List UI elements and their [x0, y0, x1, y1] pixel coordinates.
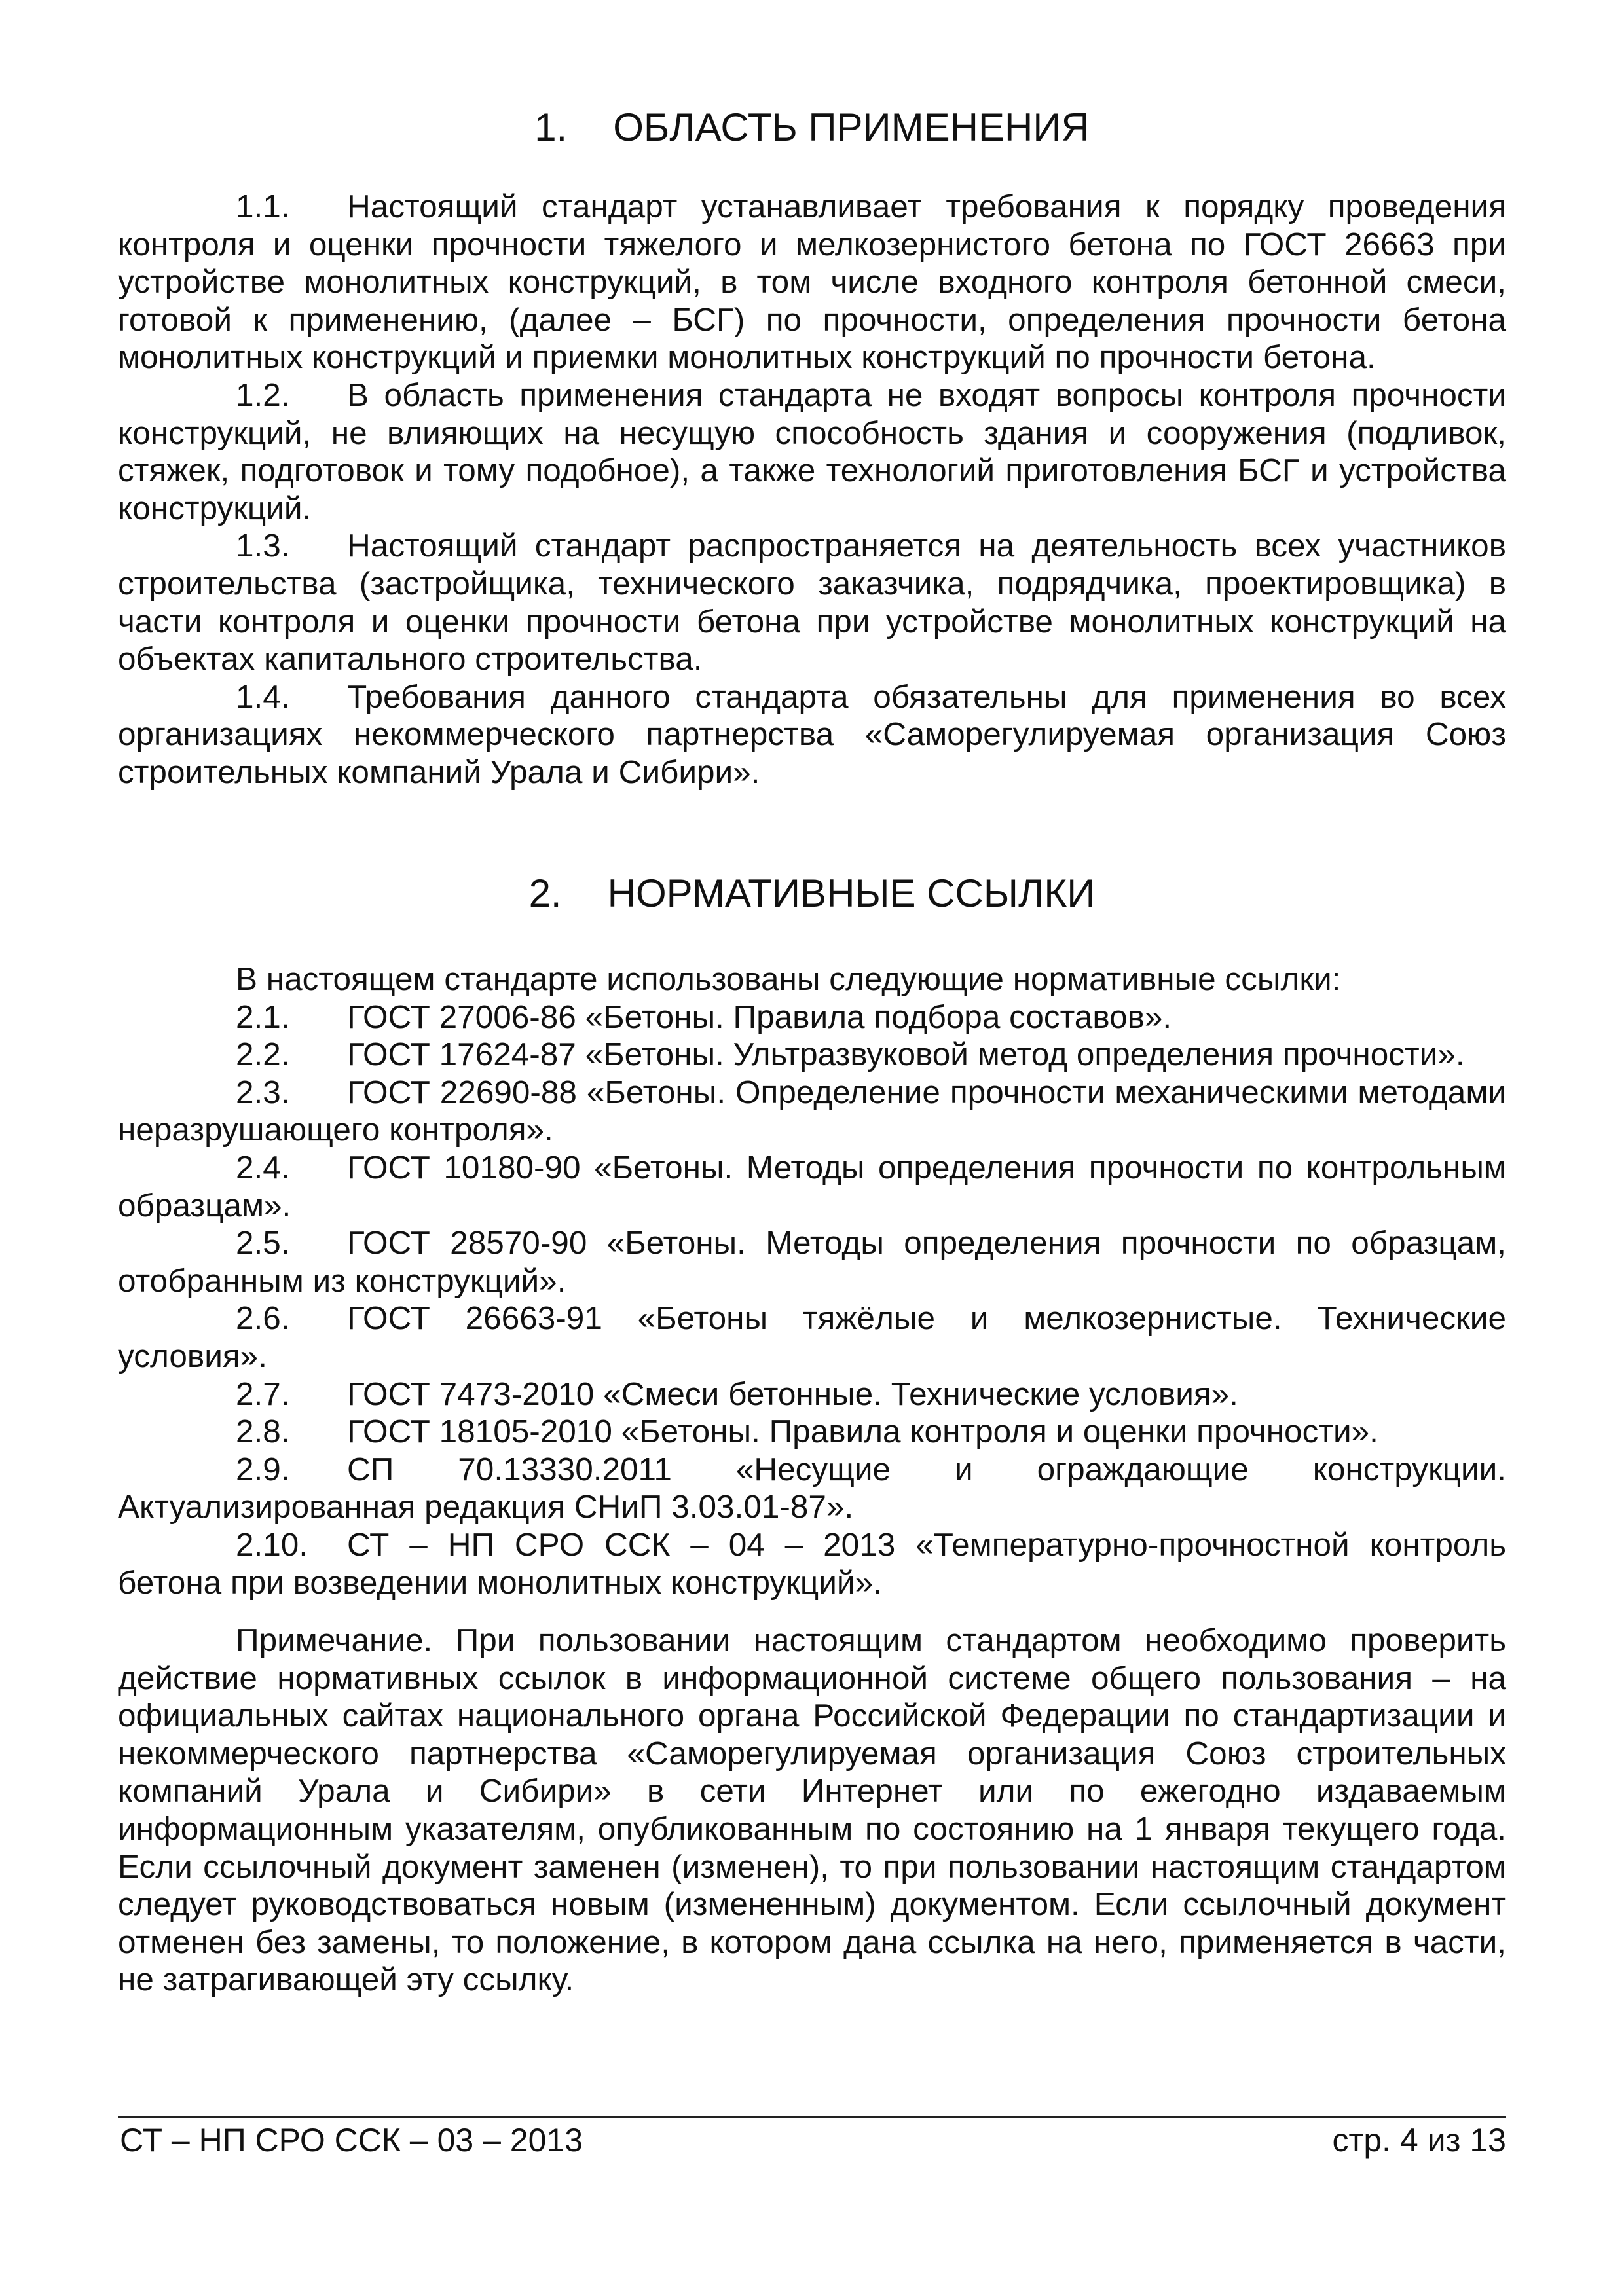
reference-number: 2.10. — [236, 1526, 308, 1563]
footer-divider — [118, 2116, 1506, 2118]
reference-text: ГОСТ 26663-91 «Бетоны тяжёлые и мелкозернистые. Технические условия». — [118, 1300, 1506, 1374]
section-2-heading — [118, 871, 1506, 917]
paragraph-number: 1.2. — [236, 376, 290, 413]
paragraph-number: 1.1. — [236, 189, 290, 225]
reference-item-2-3 — [118, 1074, 1506, 1149]
paragraph-text: В область применения стандарта не входят вопросы контроля прочности конструкций, не влияющих на несущую способность здания и сооружения (подливок, стяжек, подготовок и тому подобное), а также технологий приготовления БСГ и устройства конструкций. — [118, 376, 1506, 526]
paragraph-number: 1.3. — [236, 528, 290, 564]
reference-item-2-5 — [118, 1224, 1506, 1300]
reference-number: 2.8. — [236, 1413, 290, 1450]
paragraph-1-2 — [118, 376, 1506, 527]
reference-text: ГОСТ 18105-2010 «Бетоны. Правила контроля и оценки прочности». — [347, 1413, 1378, 1450]
section-2-body — [118, 960, 1506, 1601]
paragraph-1-1 — [118, 188, 1506, 376]
section-2-title: НОРМАТИВНЫЕ ССЫЛКИ — [607, 871, 1096, 915]
reference-item-2-6 — [118, 1300, 1506, 1375]
reference-item-2-10 — [118, 1526, 1506, 1601]
section-1-title: ОБЛАСТЬ ПРИМЕНЕНИЯ — [613, 105, 1090, 149]
section-2-number: 2. — [528, 871, 562, 915]
section-1-number: 1. — [534, 105, 568, 149]
reference-item-2-8 — [118, 1413, 1506, 1451]
section-1-body — [118, 188, 1506, 792]
reference-number: 2.3. — [236, 1074, 290, 1110]
reference-text: ГОСТ 7473-2010 «Смеси бетонные. Технические условия». — [347, 1376, 1238, 1412]
reference-number: 2.4. — [236, 1149, 290, 1186]
reference-text: СТ – НП СРО ССК – 04 – 2013 «Температурно-прочностной контроль бетона при возведении монолитных конструкций». — [118, 1526, 1506, 1601]
note-block — [118, 1622, 1506, 1999]
reference-text: СП 70.13330.2011 «Несущие и ограждающие конструкции. Актуализированная редакция СНиП 3.03.01-87». — [118, 1451, 1506, 1525]
reference-number: 2.2. — [236, 1036, 290, 1073]
reference-item-2-2 — [118, 1036, 1506, 1074]
reference-number: 2.7. — [236, 1376, 290, 1412]
reference-text: ГОСТ 10180-90 «Бетоны. Методы определения прочности по контрольным образцам». — [118, 1149, 1506, 1224]
paragraph-1-3 — [118, 527, 1506, 678]
footer-document-code: СТ – НП СРО ССК – 03 – 2013 — [120, 2122, 583, 2159]
reference-item-2-9 — [118, 1451, 1506, 1526]
reference-text: ГОСТ 17624-87 «Бетоны. Ультразвуковой метод определения прочности». — [347, 1036, 1465, 1073]
footer-page-number: стр. 4 из 13 — [1332, 2122, 1506, 2159]
reference-item-2-1 — [118, 998, 1506, 1036]
reference-text: ГОСТ 22690-88 «Бетоны. Определение прочности механическими методами неразрушающего контроля». — [118, 1074, 1506, 1148]
reference-item-2-7 — [118, 1376, 1506, 1413]
reference-number: 2.9. — [236, 1451, 290, 1487]
reference-number: 2.6. — [236, 1300, 290, 1337]
paragraph-number: 1.4. — [236, 678, 290, 715]
reference-number: 2.5. — [236, 1225, 290, 1262]
note-text: Примечание. При пользовании настоящим стандартом необходимо проверить действие нормативных ссылок в информационной системе общего пользования – на официальных сайтах национального органа Российской Федерации по стандартизации и некоммерческого партнерства «Саморегулируемая организация Союз строительных компаний Урала и Сибири» в сети Интернет или по ежегодно издаваемым информационным указателям, опубликованным по состоянию на 1 января текущего года. Если ссылочный документ заменен (изменен), то при пользовании настоящим стандартом следует руководствоваться новым (измененным) документом. Если ссылочный документ отменен без замены, то положение, в котором дана ссылка на него, применяется в части, не затрагивающей эту ссылку. — [118, 1622, 1506, 1998]
reference-item-2-4 — [118, 1149, 1506, 1224]
paragraph-text: Настоящий стандарт устанавливает требования к порядку проведения контроля и оценки прочности тяжелого и мелкозернистого бетона по ГОСТ 26663 при устройстве монолитных конструкций, в том числе входного контроля бетонной смеси, готовой к применению, (далее – БСГ) по прочности, определения прочности бетона монолитных конструкций и приемки монолитных конструкций по прочности бетона. — [118, 189, 1506, 376]
reference-text: ГОСТ 27006-86 «Бетоны. Правила подбора составов». — [347, 998, 1172, 1035]
intro-text: В настоящем стандарте использованы следующие нормативные ссылки: — [236, 961, 1341, 997]
references-intro — [118, 960, 1506, 998]
paragraph-text: Настоящий стандарт распространяется на деятельность всех участников строительства (застройщика, технического заказчика, подрядчика, проектировщика) в части контроля и оценки прочности бетона при устройстве монолитных конструкций на объектах капитального строительства. — [118, 528, 1506, 678]
paragraph-text: Требования данного стандарта обязательны для применения во всех организациях некоммерческого партнерства «Саморегулируемая организация Союз строительных компаний Урала и Сибири». — [118, 678, 1506, 790]
paragraph-1-4 — [118, 678, 1506, 792]
section-1-heading — [118, 105, 1506, 151]
reference-text: ГОСТ 28570-90 «Бетоны. Методы определения прочности по образцам, отобранным из конструкций». — [118, 1225, 1506, 1299]
reference-number: 2.1. — [236, 998, 290, 1035]
